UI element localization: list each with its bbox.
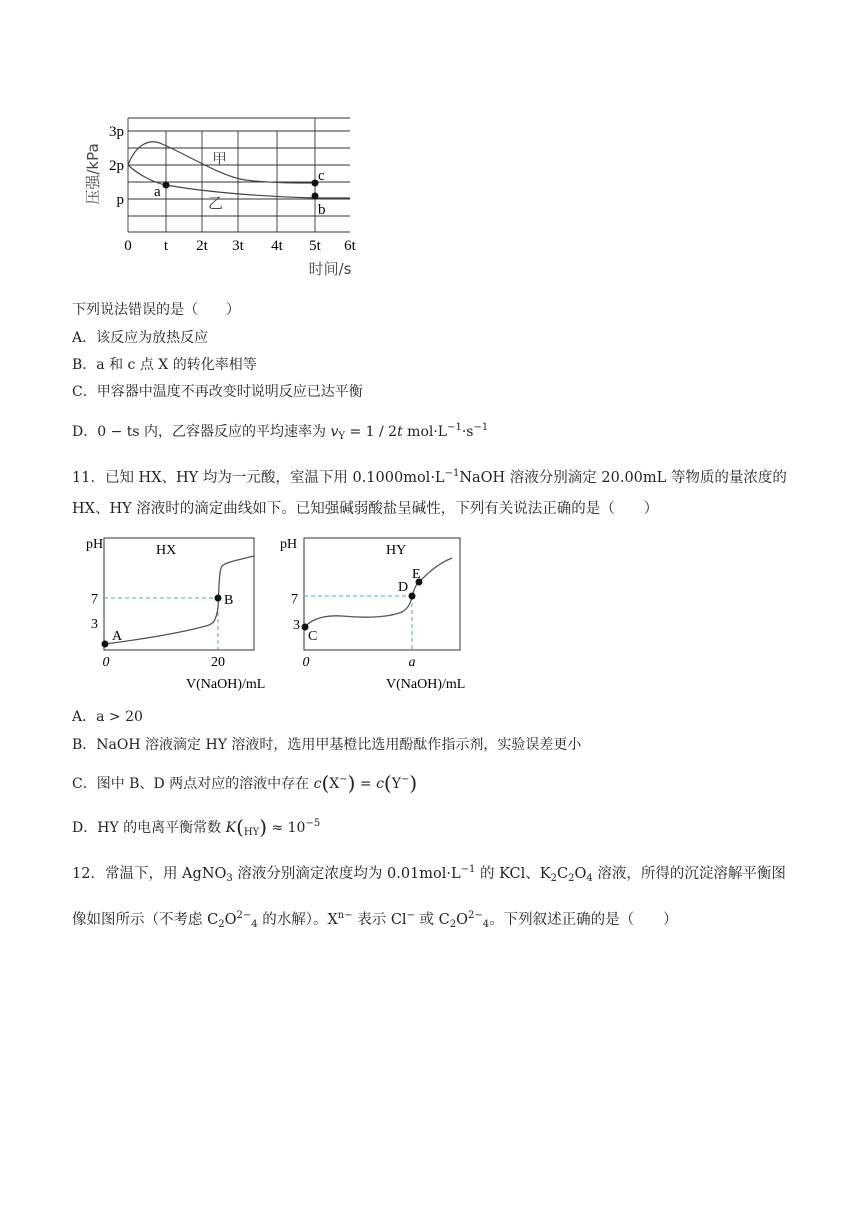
q11-option-c: C．图中 B、D 两点对应的溶液中存在 c(X−) = c(Y−) xyxy=(72,771,418,795)
hy-ylabel: pH xyxy=(280,537,298,552)
svg-text:6t: 6t xyxy=(344,238,356,254)
pressure-time-figure xyxy=(70,108,370,284)
hx-xlabel: V(NaOH)/mL xyxy=(186,677,266,692)
q11-option-d: D．HY 的电离平衡常数 $K(_{HY}) \approx 10^{-5}$ xyxy=(72,815,321,839)
q12-stem-line1: 12．常温下，用 AgNO$_3$ 溶液分别滴定浓度均为 $0.01mol\cdot L^{-1}$ 的 KCl、$K_2C_2O_4$ 溶液，所得的沉淀溶解平衡图 xyxy=(72,864,786,884)
y-tick-p: p xyxy=(116,192,124,208)
y-tick-3p: 3p xyxy=(109,124,124,140)
svg-text:E: E xyxy=(412,567,421,582)
svg-text:a: a xyxy=(408,655,416,670)
svg-text:C: C xyxy=(308,629,318,644)
q11-stem-line2: HX、HY 溶液时的滴定曲线如下。已知强碱弱酸盐呈碱性，下列有关说法正确的是（ ） xyxy=(72,501,659,517)
svg-text:3t: 3t xyxy=(232,238,244,254)
svg-text:B: B xyxy=(224,593,234,608)
x-axis-label: 时间/s xyxy=(308,260,352,278)
q10-stem: 下列说法错误的是（ ） xyxy=(72,302,240,318)
q10-option-a: A．该反应为放热反应 xyxy=(72,330,209,346)
svg-text:2t: 2t xyxy=(196,238,208,254)
y-tick-2p: 2p xyxy=(109,158,124,174)
svg-text:7: 7 xyxy=(91,592,98,607)
svg-text:t: t xyxy=(163,238,169,254)
curve-label-jia: 甲 xyxy=(212,150,228,168)
y-axis-label: 压强/kPa xyxy=(84,143,102,205)
svg-text:7: 7 xyxy=(291,592,298,607)
svg-text:A: A xyxy=(112,629,123,644)
q11-option-b: B．NaOH 溶液滴定 HY 溶液时，选用甲基橙比选用酚酞作指示剂，实验误差更小 xyxy=(72,737,582,753)
q10-option-c: C．甲容器中温度不再改变时说明反应已达平衡 xyxy=(72,384,363,400)
point-c-label: c xyxy=(318,168,325,184)
q11-option-a: A．a > 20 xyxy=(72,709,143,725)
svg-text:20: 20 xyxy=(211,655,225,670)
q10-option-b: B．a 和 c 点 X 的转化率相等 xyxy=(72,357,257,373)
point-a-label: a xyxy=(154,184,161,200)
q11-stem-line1: 11．已知 HX、HY 均为一元酸，室温下用 $0.1000mol\cdot L^{-1}NaOH$ 溶液分别滴定 20.00mL 等物质的量浓度的 xyxy=(72,468,787,486)
q10-option-d: D．0 − ts 内，乙容器反应的平均速率为 $v_Y = 1 / 2t$ $mol\cdot L^{-1}\cdot s^{-1}$ xyxy=(72,422,489,442)
q12-stem-line2: 像如图所示（不考虑 $C_2O^{2-}_4$ 的水解）。$X^{n-}$ 表示 Cl− 或 $C_2O^{2-}_4$。下列叙述正确的是（ ） xyxy=(72,910,678,930)
svg-text:3: 3 xyxy=(293,618,300,633)
svg-text:5t: 5t xyxy=(309,238,321,254)
point-b-label: b xyxy=(318,202,326,218)
curve-label-yi: 乙 xyxy=(208,194,224,212)
svg-text:0: 0 xyxy=(124,238,132,254)
svg-text:4t: 4t xyxy=(271,238,283,254)
svg-text:3: 3 xyxy=(91,617,98,632)
hy-title: HY xyxy=(386,543,407,558)
svg-text:0: 0 xyxy=(302,655,310,670)
hx-ylabel: pH xyxy=(86,537,104,552)
hx-titration-chart xyxy=(76,528,276,694)
svg-text:0: 0 xyxy=(102,655,110,670)
hy-xlabel: V(NaOH)/mL xyxy=(386,677,466,692)
svg-text:D: D xyxy=(398,580,409,595)
hy-titration-chart xyxy=(282,528,482,694)
hx-title: HX xyxy=(156,543,177,558)
